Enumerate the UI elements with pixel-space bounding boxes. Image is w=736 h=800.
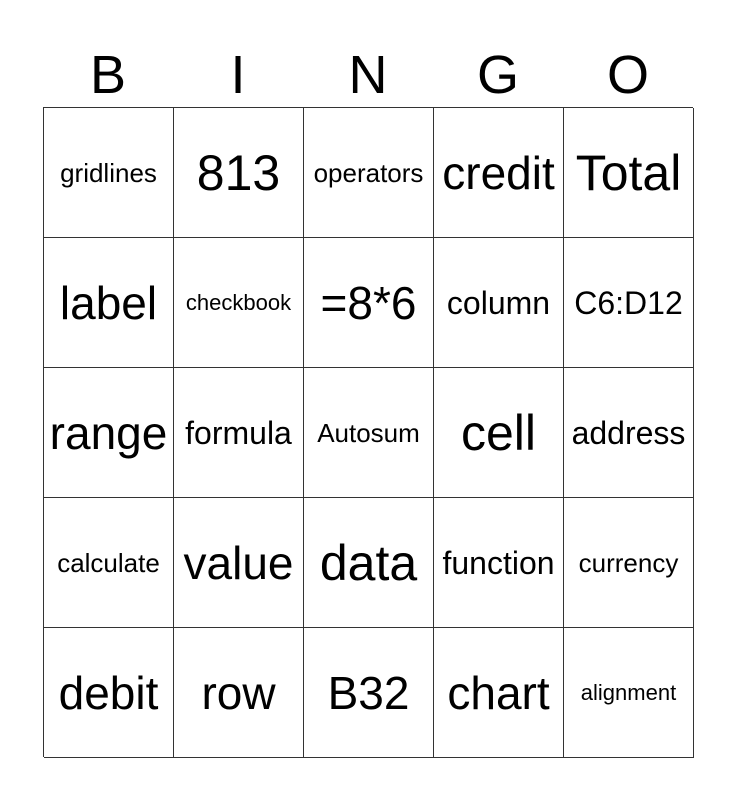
bingo-cell[interactable]: Autosum (304, 368, 434, 498)
bingo-cell[interactable]: credit (434, 108, 564, 238)
bingo-cell[interactable]: label (44, 238, 174, 368)
bingo-cell[interactable]: operators (304, 108, 434, 238)
bingo-cell[interactable]: C6:D12 (564, 238, 694, 368)
bingo-board (43, 107, 693, 757)
bingo-cell[interactable]: Total (564, 108, 694, 238)
bingo-cell[interactable]: chart (434, 628, 564, 758)
bingo-cell[interactable]: gridlines (44, 108, 174, 238)
header-letter-i: I (230, 45, 246, 105)
bingo-cell[interactable]: value (174, 498, 304, 628)
bingo-cell[interactable]: currency (564, 498, 694, 628)
bingo-cell[interactable]: address (564, 368, 694, 498)
bingo-cell[interactable]: debit (44, 628, 174, 758)
bingo-cell[interactable]: formula (174, 368, 304, 498)
bingo-header (43, 42, 693, 108)
header-letter-g: G (476, 45, 519, 105)
bingo-cell[interactable]: cell (434, 368, 564, 498)
bingo-cell[interactable]: function (434, 498, 564, 628)
bingo-cell[interactable]: =8*6 (304, 238, 434, 368)
header-letter-b: B (89, 45, 127, 105)
bingo-cell[interactable]: B32 (304, 628, 434, 758)
bingo-cell[interactable]: range (44, 368, 174, 498)
bingo-cell[interactable]: 813 (174, 108, 304, 238)
header-letter-o: O (606, 45, 649, 105)
bingo-cell[interactable]: column (434, 238, 564, 368)
bingo-cell[interactable]: checkbook (174, 238, 304, 368)
header-letter-n: N (348, 45, 388, 105)
bingo-cell[interactable]: data (304, 498, 434, 628)
bingo-cell[interactable]: row (174, 628, 304, 758)
bingo-cell[interactable]: calculate (44, 498, 174, 628)
bingo-cell[interactable]: alignment (564, 628, 694, 758)
